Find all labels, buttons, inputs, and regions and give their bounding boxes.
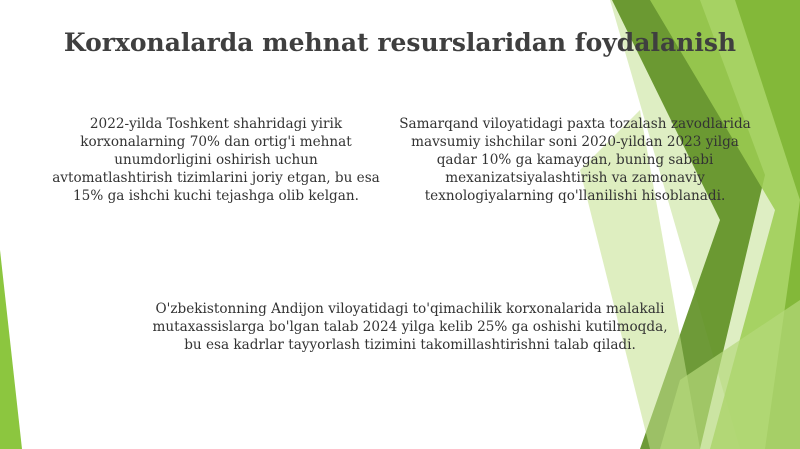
paragraph-samarkand: Samarqand viloyatidagi paxta tozalash zavodlarida mavsumiy ishchilar soni 2020-yildan 2023 yilga qadar 10% ga kamaygan, buning sababi mexanizatsiyalashtirish va zamonaviy texnologiyalarning qo'llanilishi hisoblanadi.	[399, 116, 751, 204]
paragraph-tashkent: 2022-yilda Toshkent shahridagi yirik korxonalarning 70% dan ortig'i mehnat unumdorligini oshirish uchun avtomatlashtirish tizimlarini joriy etgan, bu esa 15% ga ishchi kuchi tejashga olib kelgan.	[52, 116, 380, 204]
slide-title: Korxonalarda mehnat resurslaridan foydalanish	[63, 28, 737, 57]
paragraph-andijan: O'zbekistonning Andijon viloyatidagi to'qimachilik korxonalarida malakali mutaxassislarga bo'lgan talab 2024 yilga kelib 25% ga oshishi kutilmoqda, bu esa kadrlar tayyorlash tizimini takomillashtirishni talab qiladi.	[152, 301, 668, 353]
left-edge-shape	[0, 250, 22, 449]
